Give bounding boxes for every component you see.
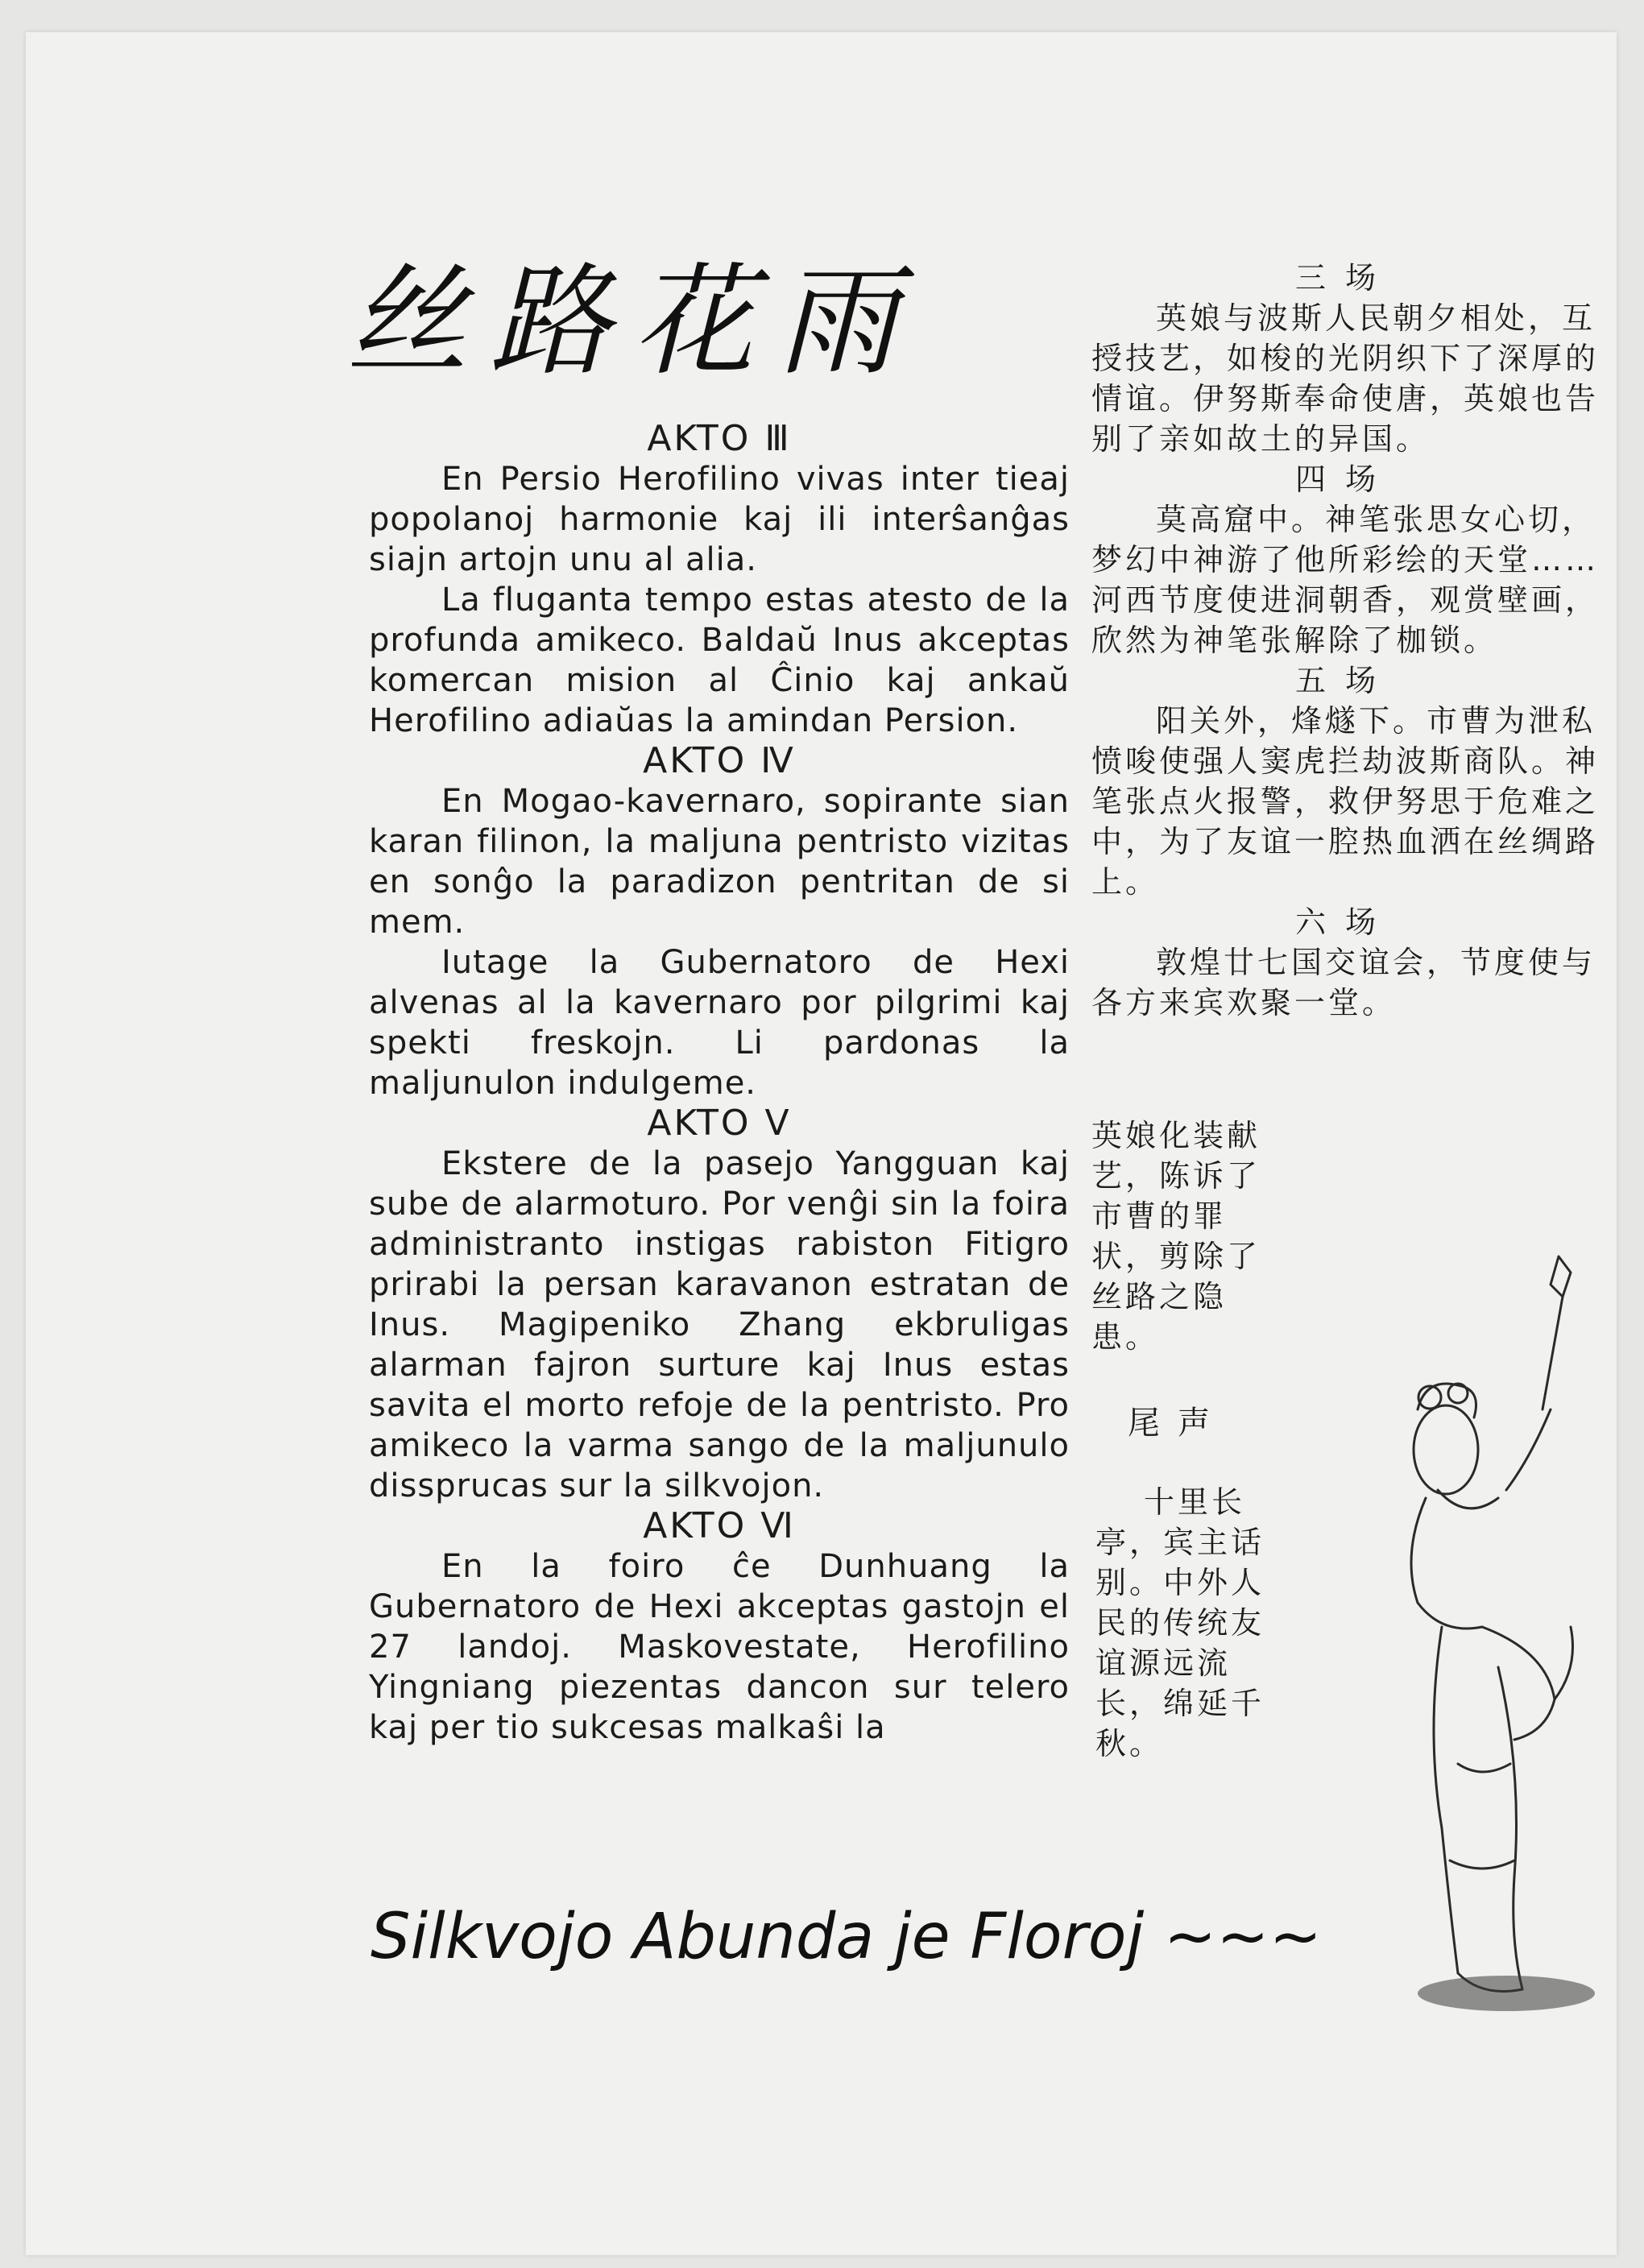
akto-6-heading: AKTO Ⅵ bbox=[643, 1505, 796, 1546]
scene-5-title: 五场 bbox=[1294, 663, 1395, 698]
scene-6-narrow-text: 英娘化装献艺，陈诉了市曹的罪状，剪除了丝路之隐患。 bbox=[1091, 1118, 1261, 1355]
scene-3-title: 三场 bbox=[1294, 260, 1395, 296]
scene-4-title: 四场 bbox=[1294, 461, 1395, 497]
akto-3-heading: AKTO Ⅲ bbox=[647, 418, 792, 459]
scene-4-text: 莫高窟中。神笔张思女心切，梦幻中神游了他所彩绘的天堂……河西节度使进洞朝香，观赏壁画，欣然为神笔张解除了枷锁。 bbox=[1091, 502, 1600, 658]
chinese-column bbox=[1091, 258, 1599, 1224]
coda-text: 十里长亭，宾主话别。中外人民的传统友谊源远流长，绵延千秋。 bbox=[1095, 1484, 1265, 1761]
footer-title: Silkvojo Abunda je Floroj ~~~ bbox=[371, 1901, 1322, 1973]
scene-5-text: 阳关外，烽燧下。市曹为泄私愤唆使强人窦虎拦劫波斯商队。神笔张点火报警，救伊努思于危难之中，为了友谊一腔热血洒在丝绸路上。 bbox=[1091, 703, 1600, 900]
dancer-illustration bbox=[1369, 1248, 1595, 2022]
scene-6-text: 敦煌廿七国交谊会，节度使与各方来宾欢聚一堂。 bbox=[1091, 945, 1596, 1020]
coda-title: 尾声 bbox=[1128, 1405, 1228, 1442]
akto-5-paragraph: Ekstere de la pasejo Yangguan kaj sube de alarmoturo. Por venĝi sin la foira administranto instigas rabiston Fitigro prirabi la persan karavanon estratan de Inus. Magipeniko Zhang ekbruligas alarman fajron surture kaj Inus estas savita el morto refoje de la pentristo. Pro amikeco la varma sango de la maljunulo dissprucas sur la silkvojon. bbox=[369, 1145, 1070, 1504]
scene-3-text: 英娘与波斯人民朝夕相处，互授技艺，如梭的光阴织下了深厚的情谊。伊努斯奉命使唐，英娘也告别了亲如故土的异国。 bbox=[1091, 300, 1600, 457]
akto-3-paragraph: La fluganta tempo estas atesto de la profunda amikeco. Baldaŭ Inus akceptas komercan mision al Ĉinio kaj ankaŭ Herofilino adiaŭas la amindan Persion. bbox=[369, 581, 1070, 739]
akto-3-paragraph: En Persio Herofilino vivas inter tieaj popolanoj harmonie kaj ili interŝanĝas siajn artojn unu al alia. bbox=[369, 461, 1070, 578]
akto-5-heading: AKTO Ⅴ bbox=[647, 1103, 792, 1144]
akto-4-paragraph: Iutage la Gubernatoro de Hexi alvenas al la kavernaro por pilgrimi kaj spekti freskojn. Li pardonas la maljunulon indulgeme. bbox=[369, 944, 1070, 1102]
akto-4-heading: AKTO Ⅳ bbox=[643, 740, 796, 781]
akto-4-paragraph: En Mogao-kavernaro, sopirante sian karan filinon, la maljuna pentristo vizitas en sonĝo la paradizon pentritan de si mem. bbox=[369, 783, 1070, 941]
page-title-chinese: 丝路花雨 bbox=[346, 252, 921, 392]
esperanto-column bbox=[369, 419, 1070, 1852]
scene-6-title: 六场 bbox=[1294, 904, 1395, 940]
akto-6-paragraph: En la foiro ĉe Dunhuang la Gubernatoro de Hexi akceptas gastojn el 27 landoj. Maskovestate, Herofilino Yingniang piezentas dancon sur telero kaj per tio sukcesas malkaŝi la bbox=[369, 1548, 1070, 1746]
